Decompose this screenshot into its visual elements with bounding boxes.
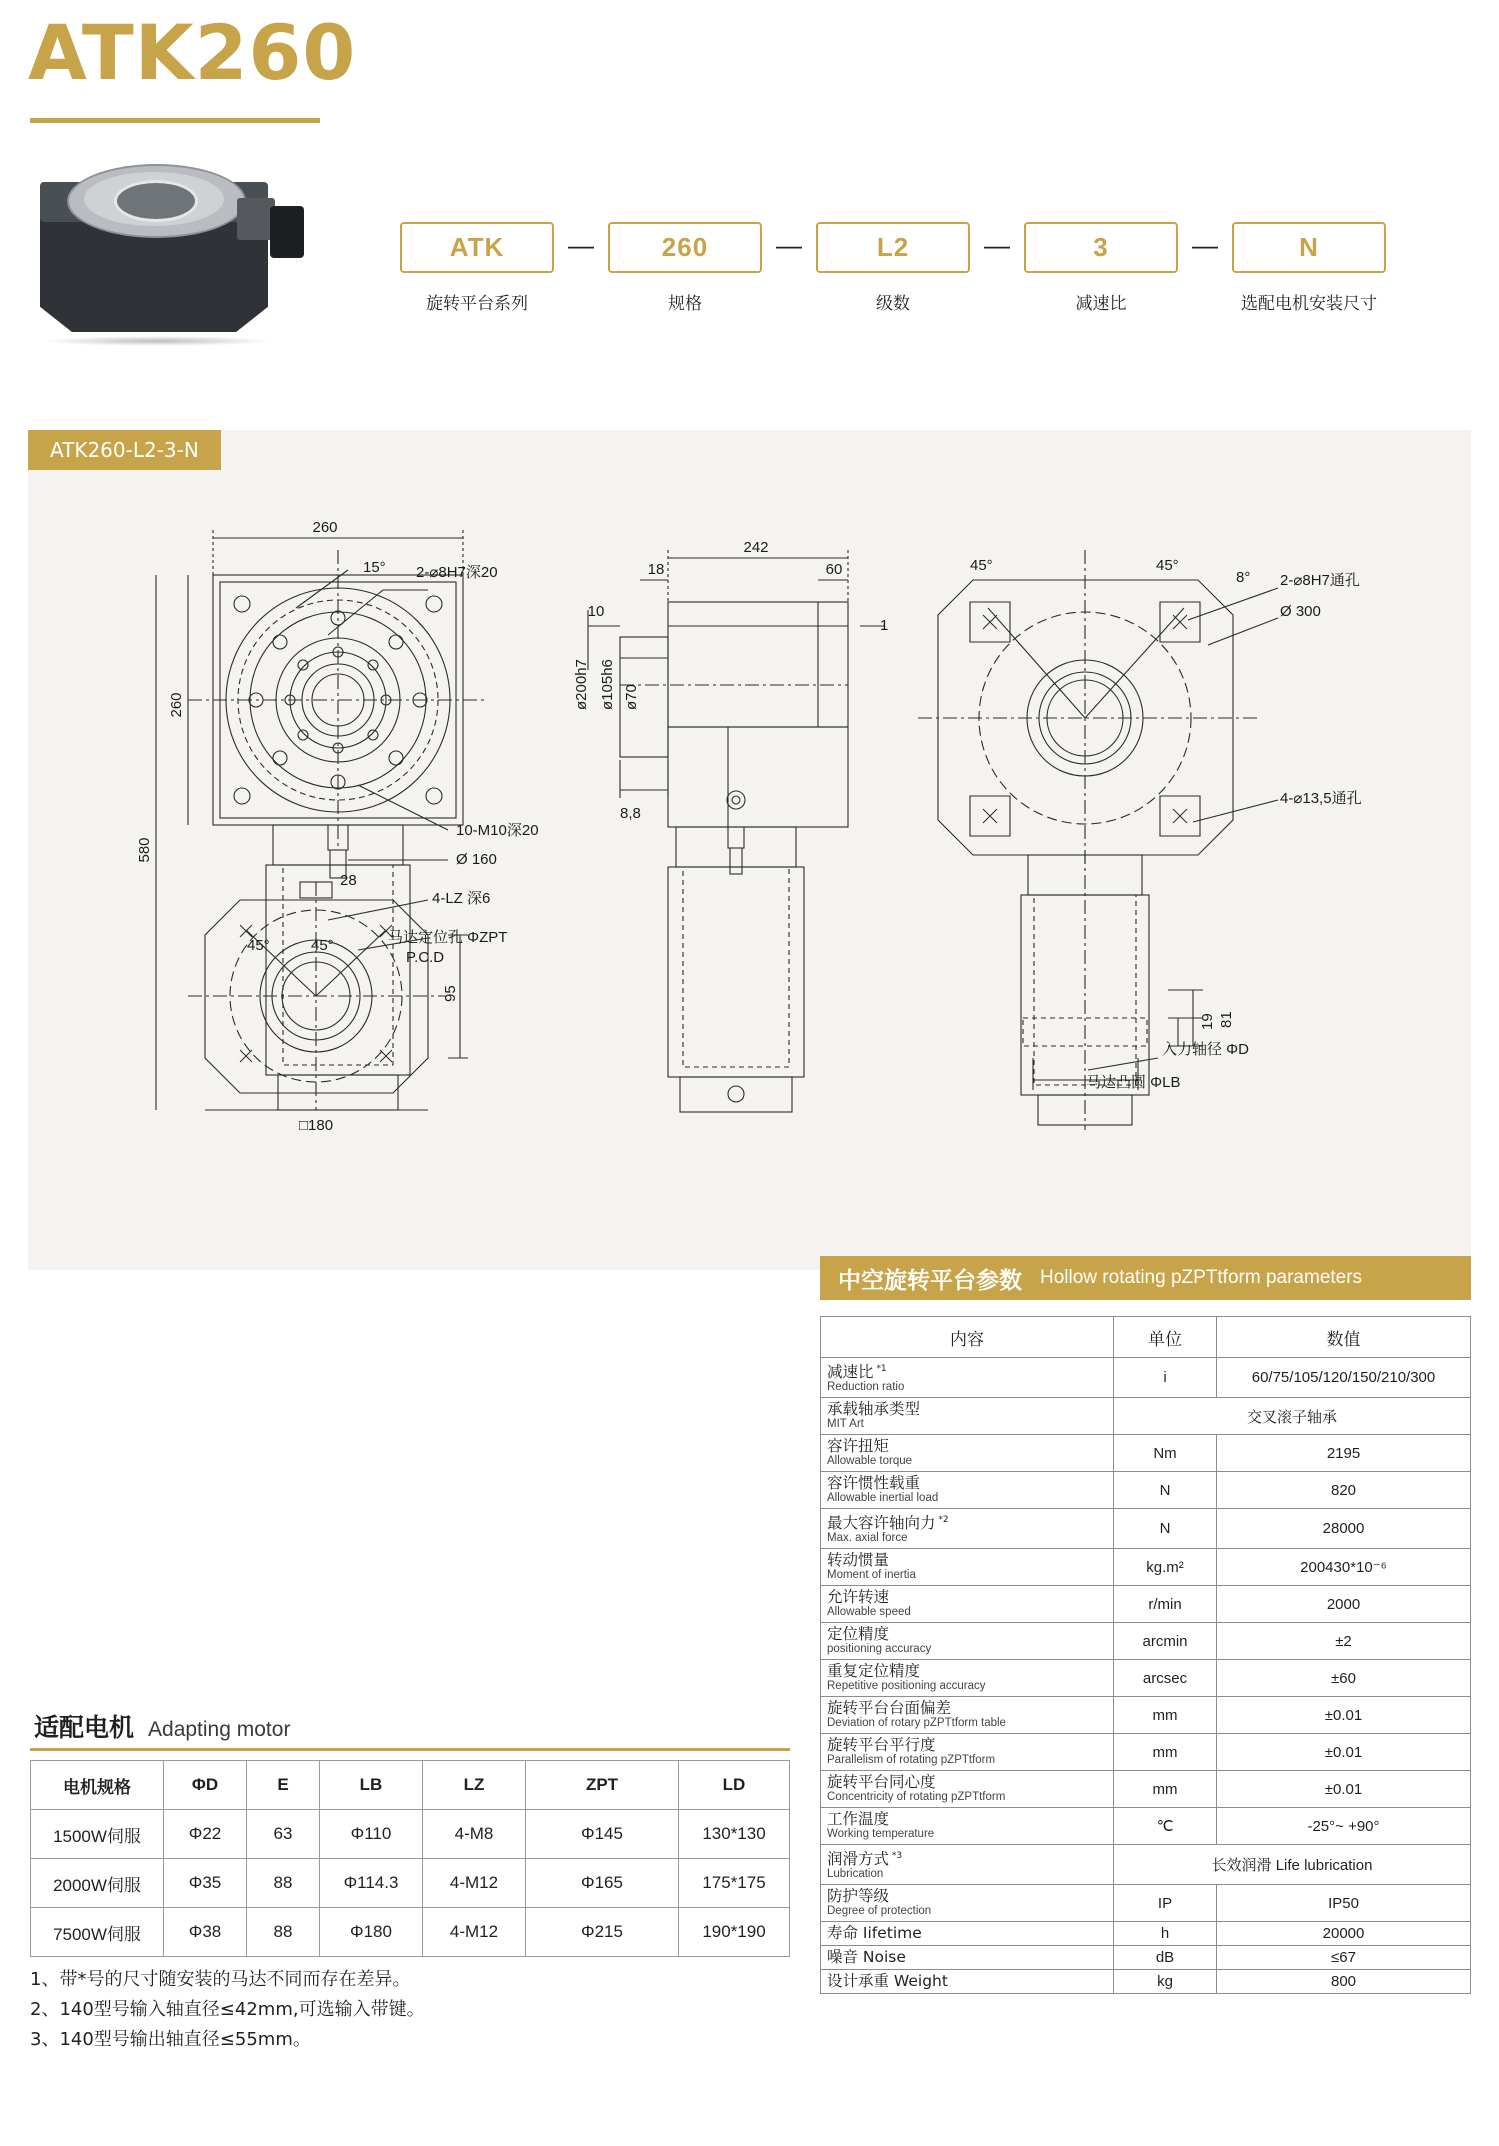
model-code-segment-2: [816, 222, 970, 314]
param-en-8: Repetitive positioning accuracy: [827, 1680, 986, 1693]
param-cn-10: 旋转平台平行度: [827, 1736, 936, 1755]
svg-text:ø70: ø70: [623, 684, 640, 710]
footnote-2: 2、140型号输入轴直径≤42mm,可选输入带键。: [30, 1999, 425, 2020]
model-code-segment-0: [400, 222, 554, 314]
table-row: [821, 1734, 1471, 1771]
param-cn-17: 设计承重 Weight: [827, 1972, 948, 1991]
model-code-desc-1: 规格: [668, 294, 702, 314]
svg-text:81: 81: [1218, 1011, 1235, 1028]
param-name-16: [821, 1946, 1114, 1970]
param-value-4: 28000: [1217, 1509, 1471, 1549]
adapting-motor-table: [30, 1760, 790, 1957]
model-code-segment-3: [1024, 222, 1178, 314]
table-row: [821, 1922, 1471, 1946]
table-row: [821, 1358, 1471, 1398]
motor-r2-c0: 7500W伺服: [31, 1908, 164, 1957]
param-cn-2: 容许扭矩: [827, 1437, 890, 1456]
param-en-0: Reduction ratio: [827, 1381, 905, 1394]
motor-r1-c3: Φ114.3: [320, 1859, 423, 1908]
param-unit-4: N: [1114, 1509, 1217, 1549]
param-unit-8: arcsec: [1114, 1660, 1217, 1697]
svg-text:45°: 45°: [1156, 557, 1179, 574]
table-row: [31, 1859, 790, 1908]
table-header-row: [31, 1761, 790, 1810]
parameters-table: [820, 1316, 1471, 1994]
motor-r1-c1: Φ35: [164, 1859, 247, 1908]
param-cn-6: 允许转速: [827, 1588, 890, 1607]
param-value-12: -25°~ +90°: [1217, 1808, 1471, 1845]
svg-text:8,8: 8,8: [620, 805, 641, 822]
motor-r2-c6: 190*190: [679, 1908, 790, 1957]
param-en-4: Max. axial force: [827, 1532, 908, 1545]
param-value-3: 820: [1217, 1472, 1471, 1509]
param-value-7: ±2: [1217, 1623, 1471, 1660]
model-code-value-3: 3: [1024, 222, 1178, 273]
svg-text:2-⌀8H7通孔: 2-⌀8H7通孔: [1280, 572, 1360, 589]
param-cn-13: 润滑方式 $^{*3}$: [827, 1850, 903, 1869]
param-unit-6: r/min: [1114, 1586, 1217, 1623]
motor-col-5: ZPT: [526, 1761, 679, 1810]
param-en-13: Lubrication: [827, 1868, 884, 1881]
svg-text:入力轴径 ΦD: 入力轴径 ΦD: [1162, 1041, 1249, 1058]
param-cn-8: 重复定位精度: [827, 1662, 921, 1681]
param-cn-15: 寿命 Iifetime: [827, 1924, 922, 1943]
photo-center-bore: [114, 180, 198, 222]
svg-text:242: 242: [743, 539, 769, 556]
model-code-desc-4: 选配电机安装尺寸: [1241, 294, 1377, 314]
model-code-dash-2: —: [984, 230, 1010, 260]
svg-text:15°: 15°: [363, 559, 386, 576]
model-code-dash-3: —: [1192, 230, 1218, 260]
table-row: [821, 1808, 1471, 1845]
param-unit-3: N: [1114, 1472, 1217, 1509]
param-name-15: [821, 1922, 1114, 1946]
motor-r1-c6: 175*175: [679, 1859, 790, 1908]
param-name-7: [821, 1623, 1114, 1660]
param-footnote-marker-0: *1: [873, 1364, 887, 1374]
motor-col-1: ΦD: [164, 1761, 247, 1810]
param-name-17: [821, 1970, 1114, 1994]
table-row: [821, 1435, 1471, 1472]
param-cn-11: 旋转平台同心度: [827, 1773, 936, 1792]
table-row: [821, 1697, 1471, 1734]
param-unit-14: IP: [1114, 1885, 1217, 1922]
motor-col-6: LD: [679, 1761, 790, 1810]
param-name-10: [821, 1734, 1114, 1771]
param-unit-0: i: [1114, 1358, 1217, 1398]
svg-text:4-LZ 深6: 4-LZ 深6: [432, 890, 491, 907]
svg-text:P.C.D: P.C.D: [406, 949, 445, 966]
model-code-segment-1: [608, 222, 762, 314]
adapting-motor-title-cn: 适配电机: [34, 1713, 135, 1742]
drawing-panel: [28, 430, 1471, 1270]
model-code-desc-3: 减速比: [1075, 294, 1127, 314]
param-col-2: 数值: [1217, 1317, 1471, 1358]
svg-text:马达定位孔 ΦZPT: 马达定位孔 ΦZPT: [388, 929, 508, 946]
param-en-11: Concentricity of rotating pZPTtform: [827, 1791, 1006, 1804]
adapting-motor-heading: [34, 1708, 290, 1744]
svg-text:10-M10深20: 10-M10深20: [456, 822, 539, 839]
svg-text:19: 19: [1199, 1013, 1216, 1030]
svg-text:95: 95: [442, 985, 459, 1002]
param-name-12: [821, 1808, 1114, 1845]
model-code-segment-4: [1232, 222, 1386, 314]
param-value-0: 60/75/105/120/150/210/300: [1217, 1358, 1471, 1398]
param-value-2: 2195: [1217, 1435, 1471, 1472]
svg-text:45°: 45°: [247, 937, 270, 954]
param-en-12: Working temperature: [827, 1828, 935, 1841]
motor-col-2: E: [247, 1761, 320, 1810]
photo-motor: [270, 206, 304, 258]
table-row: [821, 1398, 1471, 1435]
param-unit-17: kg: [1114, 1970, 1217, 1994]
model-code-desc-0: 旋转平台系列: [426, 294, 528, 314]
table-row: [821, 1771, 1471, 1808]
param-cn-5: 转动惯量: [827, 1551, 890, 1570]
param-unit-9: mm: [1114, 1697, 1217, 1734]
param-value-16: ≤67: [1217, 1946, 1471, 1970]
table-row: [31, 1810, 790, 1859]
param-value-9: ±0.01: [1217, 1697, 1471, 1734]
param-cn-12: 工作温度: [827, 1810, 890, 1829]
parameters-heading: [820, 1256, 1471, 1300]
motor-r0-c2: 63: [247, 1810, 320, 1859]
motor-r1-c2: 88: [247, 1859, 320, 1908]
motor-r2-c4: 4-M12: [423, 1908, 526, 1957]
param-unit-11: mm: [1114, 1771, 1217, 1808]
table-row: [821, 1885, 1471, 1922]
svg-text:4-⌀13,5通孔: 4-⌀13,5通孔: [1280, 790, 1362, 807]
svg-text:60: 60: [825, 561, 843, 578]
svg-text:2-⌀8H7深20: 2-⌀8H7深20: [416, 564, 498, 581]
param-col-0: 内容: [821, 1317, 1114, 1358]
svg-text:28: 28: [340, 872, 357, 889]
motor-r0-c5: Φ145: [526, 1810, 679, 1859]
drawing-title-tag: ATK260-L2-3-N: [28, 430, 221, 470]
param-cn-0: 减速比 $^{*1}$: [827, 1363, 887, 1382]
param-cn-16: 噪音 Noise: [827, 1948, 906, 1967]
motor-r1-c5: Φ165: [526, 1859, 679, 1908]
footnotes: [30, 1965, 425, 2055]
svg-text:45°: 45°: [311, 937, 334, 954]
model-code-value-0: ATK: [400, 222, 554, 273]
parameters-title-en: Hollow rotating pZPTtform parameters: [1040, 1267, 1363, 1288]
table-row: [821, 1970, 1471, 1994]
table-header-row: [821, 1317, 1471, 1358]
param-en-9: Deviation of rotary pZPTtform table: [827, 1717, 1006, 1730]
motor-r2-c1: Φ38: [164, 1908, 247, 1957]
motor-col-4: LZ: [423, 1761, 526, 1810]
motor-r2-c3: Φ180: [320, 1908, 423, 1957]
param-value-6: 2000: [1217, 1586, 1471, 1623]
param-cn-7: 定位精度: [827, 1625, 890, 1644]
param-name-11: [821, 1771, 1114, 1808]
adapting-motor-title-en: Adapting motor: [148, 1718, 291, 1741]
param-en-6: Allowable speed: [827, 1606, 911, 1619]
param-en-2: Allowable torque: [827, 1455, 913, 1468]
model-code-dash-1: —: [776, 230, 802, 260]
param-value-5: 200430*10⁻⁶: [1217, 1549, 1471, 1586]
param-unit-5: kg.m²: [1114, 1549, 1217, 1586]
footnote-1: 1、带*号的尺寸随安装的马达不同而存在差异。: [30, 1969, 411, 1990]
technical-drawing: [28, 430, 1471, 1270]
param-en-10: Parallelism of rotating pZPTtform: [827, 1754, 996, 1767]
param-value-14: IP50: [1217, 1885, 1471, 1922]
table-row: [821, 1660, 1471, 1697]
param-value-8: ±60: [1217, 1660, 1471, 1697]
param-name-14: [821, 1885, 1114, 1922]
parameters-title-cn: 中空旋转平台参数: [838, 1267, 1022, 1294]
svg-text:Ø 160: Ø 160: [456, 851, 497, 868]
motor-col-0: 电机规格: [31, 1761, 164, 1810]
param-unit-16: dB: [1114, 1946, 1217, 1970]
param-footnote-marker-4: *2: [935, 1515, 949, 1526]
adapting-motor-rule: [30, 1748, 790, 1751]
table-row: [821, 1845, 1471, 1885]
motor-r0-c4: 4-M8: [423, 1810, 526, 1859]
svg-text:Ø 300: Ø 300: [1280, 603, 1321, 620]
product-photo: [22, 140, 352, 355]
param-name-13: [821, 1845, 1114, 1885]
model-code-desc-2: 级数: [876, 294, 910, 314]
table-row: [821, 1549, 1471, 1586]
table-row: [821, 1946, 1471, 1970]
model-code-value-1: 260: [608, 222, 762, 273]
param-value-15: 20000: [1217, 1922, 1471, 1946]
param-en-1: MIT Art: [827, 1418, 864, 1431]
svg-text:□180: □180: [298, 1117, 334, 1134]
param-en-14: Degree of protection: [827, 1905, 932, 1918]
model-code-value-2: L2: [816, 222, 970, 273]
param-value-10: ±0.01: [1217, 1734, 1471, 1771]
param-unit-2: Nm: [1114, 1435, 1217, 1472]
svg-text:ø105h6: ø105h6: [599, 659, 616, 710]
param-value-17: 800: [1217, 1970, 1471, 1994]
param-en-3: Allowable inertial load: [827, 1492, 939, 1505]
param-name-3: [821, 1472, 1114, 1509]
param-unit-12: ℃: [1114, 1808, 1217, 1845]
motor-r0-c1: Φ22: [164, 1810, 247, 1859]
svg-text:45°: 45°: [970, 557, 993, 574]
svg-text:马达凸圆 ΦLB: 马达凸圆 ΦLB: [1086, 1074, 1181, 1091]
photo-shadow: [42, 336, 272, 346]
model-code-dash-0: —: [568, 230, 594, 260]
motor-col-3: LB: [320, 1761, 423, 1810]
model-code-value-4: N: [1232, 222, 1386, 273]
svg-text:260: 260: [168, 692, 185, 718]
param-cn-4: 最大容许轴向力 $^{*2}$: [827, 1514, 949, 1533]
param-col-1: 单位: [1114, 1317, 1217, 1358]
motor-r1-c4: 4-M12: [423, 1859, 526, 1908]
param-footnote-marker-13: *3: [889, 1851, 903, 1862]
table-row: [31, 1908, 790, 1957]
param-en-7: positioning accuracy: [827, 1643, 932, 1656]
svg-text:10: 10: [587, 603, 605, 620]
param-cn-14: 防护等级: [827, 1887, 890, 1906]
param-name-5: [821, 1549, 1114, 1586]
svg-text:ø200h7: ø200h7: [573, 659, 590, 710]
motor-r2-c2: 88: [247, 1908, 320, 1957]
param-name-0: [821, 1358, 1114, 1398]
svg-text:8°: 8°: [1236, 569, 1251, 586]
motor-r0-c0: 1500W伺服: [31, 1810, 164, 1859]
page-title: ATK260: [28, 8, 357, 97]
footnote-3: 3、140型号输出轴直径≤55mm。: [30, 2029, 311, 2050]
param-unit-15: h: [1114, 1922, 1217, 1946]
svg-text:260: 260: [312, 519, 338, 536]
title-underline: [30, 118, 320, 123]
svg-text:1: 1: [880, 617, 889, 634]
param-cn-1: 承载轴承类型: [827, 1400, 921, 1419]
table-row: [821, 1472, 1471, 1509]
svg-text:580: 580: [136, 837, 153, 863]
param-unit-7: arcmin: [1114, 1623, 1217, 1660]
motor-r2-c5: Φ215: [526, 1908, 679, 1957]
svg-text:18: 18: [647, 561, 665, 578]
param-cn-9: 旋转平台台面偏差: [827, 1699, 952, 1718]
param-value-1: 交叉滚子轴承: [1114, 1398, 1471, 1435]
param-unit-10: mm: [1114, 1734, 1217, 1771]
motor-r0-c3: Φ110: [320, 1810, 423, 1859]
table-row: [821, 1586, 1471, 1623]
motor-r1-c0: 2000W伺服: [31, 1859, 164, 1908]
param-value-13: 长效润滑 Life lubrication: [1114, 1845, 1471, 1885]
model-code-row: [400, 222, 1386, 314]
param-cn-3: 容许惯性载重: [827, 1474, 921, 1493]
param-en-5: Moment of inertia: [827, 1569, 916, 1582]
motor-r0-c6: 130*130: [679, 1810, 790, 1859]
param-name-6: [821, 1586, 1114, 1623]
param-value-11: ±0.01: [1217, 1771, 1471, 1808]
table-row: [821, 1623, 1471, 1660]
table-row: [821, 1509, 1471, 1549]
param-name-9: [821, 1697, 1114, 1734]
param-name-1: [821, 1398, 1114, 1435]
param-name-8: [821, 1660, 1114, 1697]
param-name-2: [821, 1435, 1114, 1472]
param-name-4: [821, 1509, 1114, 1549]
